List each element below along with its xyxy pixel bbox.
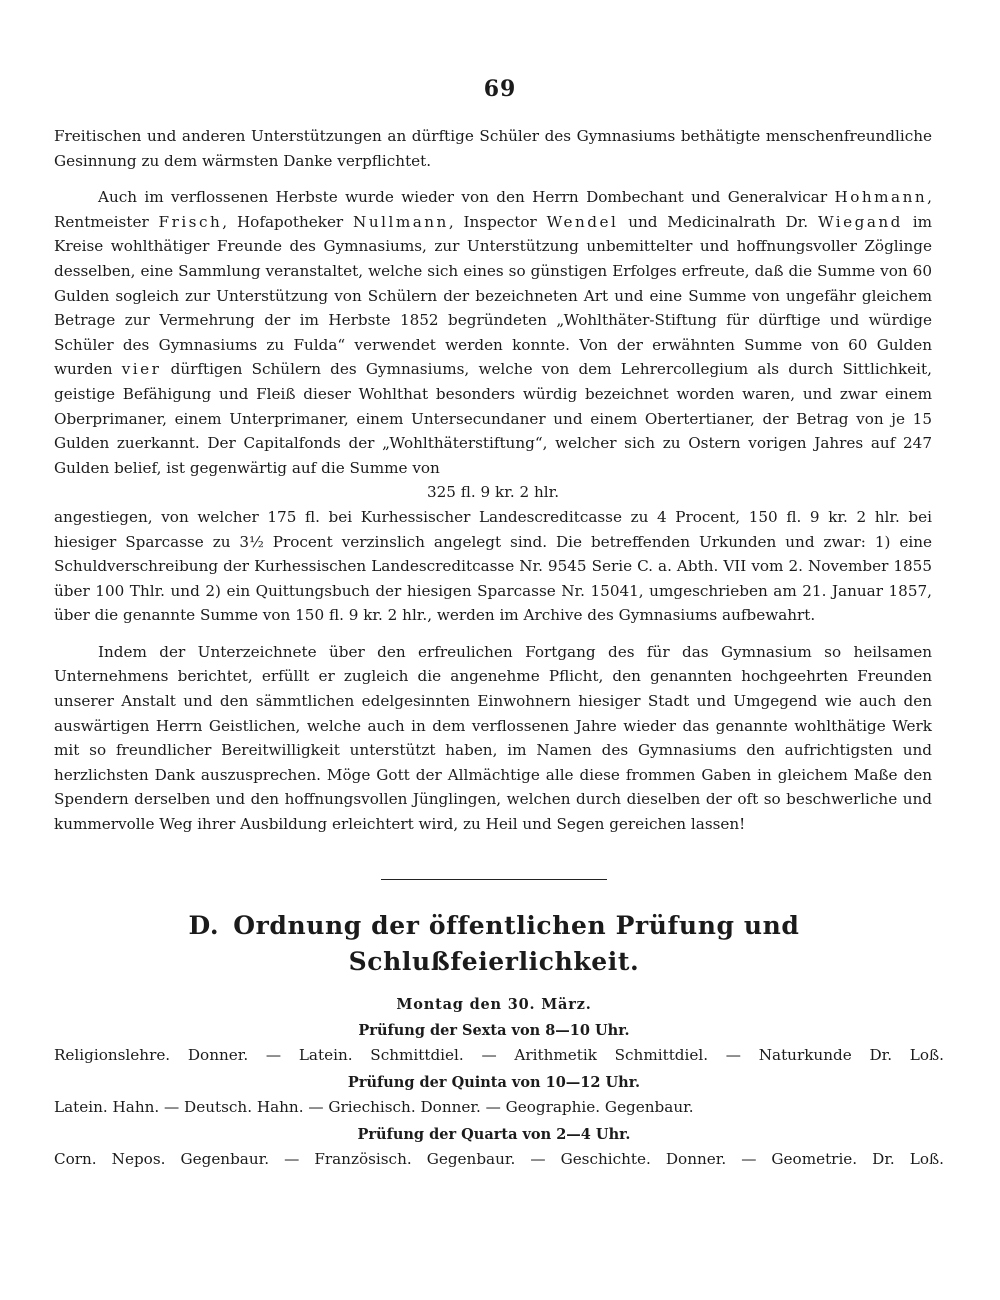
paragraph-1-line-2: Gesinnung zu dem wärmsten Danke verpflichtet. — [54, 151, 432, 170]
page-number: 69 — [483, 76, 517, 102]
name-hohmann: Hohmann — [834, 188, 928, 207]
exam-line-quinta: Latein. Hahn. — Deutsch. Hahn. — Griechisch. Donner. — Geographie. Gegenbaur. — [54, 1098, 694, 1116]
exam-day-heading: Montag den 30. März. — [396, 996, 592, 1013]
paragraph-2 — [54, 185, 932, 480]
paragraph-2-sep-2: , Hofapotheker — [222, 212, 354, 231]
exam-heading-sexta: Prüfung der Sexta von 8—10 Uhr. — [358, 1022, 630, 1039]
name-wendel: Wendel — [546, 212, 619, 231]
exam-heading-quarta: Prüfung der Quarta von 2—4 Uhr. — [357, 1126, 631, 1143]
paragraph-2-sep-4: und Medicinalrath Dr. — [618, 212, 818, 231]
paragraph-2-sep-1: , Rentmeister — [54, 188, 932, 231]
section-d-heading — [44, 908, 944, 980]
section-divider — [381, 879, 607, 880]
exam-line-sexta: Religionslehre. Donner. — Latein. Schmittdiel. — Arithmetik Schmittdiel. — Naturkunde Dr. Loß. — [54, 1046, 944, 1064]
exam-line-quarta: Corn. Nepos. Gegenbaur. — Französisch. Gegenbaur. — Geschichte. Donner. — Geometrie. Dr. Loß. — [54, 1150, 944, 1168]
sum-line: 325 fl. 9 kr. 2 hlr. — [426, 483, 560, 502]
paragraph-1-line-1: Freitischen und anderen Unterstützungen an dürftige Schüler des Gymnasiums bethätigte menschenfreundliche — [54, 127, 932, 145]
paragraph-1 — [54, 124, 932, 173]
paragraph-2-intro: Auch im verflossenen Herbste wurde wieder von den Herrn Dombechant und Generalvicar — [98, 188, 835, 207]
exam-heading-quinta: Prüfung der Quinta von 10—12 Uhr. — [347, 1074, 641, 1091]
paragraph-2-text-2: dürftigen Schülern des Gymnasiums, welche von dem Lehrercollegium als durch Sittlichkeit, geistige Befähigung und Fleiß dieser Wohlthat besonders würdig bezeichnet worden waren, und zwar einem Oberprimaner, einem Unterprimaner, einem Untersecundaner und einem Obertertianer, der Betrag von je 15 Gulden zuerkannt. Der Capitalfonds der „Wohlthäterstiftung“, welcher sich zu Ostern vorigen Jahres auf 247 Gulden belief, ist gegenwärtig auf die Summe von — [54, 360, 932, 477]
section-d-title: Ordnung der öffentlichen Prüfung und Schlußfeierlichkeit. — [233, 911, 800, 976]
name-wiegand: Wiegand — [817, 212, 903, 231]
paragraph-2-sep-3: , Inspector — [448, 212, 547, 231]
section-d — [44, 908, 944, 1172]
paragraph-2-continued: angestiegen, von welcher 175 fl. bei Kurhessischer Landescreditcasse zu 4 Procent, 150 fl. 9 kr. 2 hlr. bei hiesiger Sparcasse zu 3½ Procent verzinslich angelegt sind. Die betreffenden Urkunden und zwar: 1) eine Schuldverschreibung der Kurhessischen Landescreditcasse Nr. 9545 Serie C. a. Abth. VII vom 2. November 1855 über 100 Thlr. und 2) ein Quittungsbuch der hiesigen Sparcasse Nr. 15041, umgeschrieben am 21. Januar 1857, über die genannte Summe von 150 fl. 9 kr. 2 hlr., werden im Archive des Gymnasiums aufbewahrt. — [54, 507, 932, 625]
name-frisch: Frisch — [158, 212, 223, 231]
paragraph-3: Indem der Unterzeichnete über den erfreulichen Fortgang des für das Gymnasium so heilsamen Unternehmens berichtet, erfüllt er zugleich die angenehme Pflicht, den genannten hochgeehrten Freunden unserer Anstalt und den sämmtlichen edelgesinnten Einwohnern hiesiger Stadt und Umgegend wie auch den auswärtigen Herrn Geistlichen, welche auch in dem verflossenen Jahre wieder das genannte wohlthätige Werk mit so freundlicher Bereitwilligkeit unterstützt haben, im Namen des Gymnasiums den aufrichtigsten und herzlichsten Dank auszusprechen. Möge Gott der Allmächtige alle diese frommen Gaben in gleichem Maße den Spendern derselben und den hoffnungsvollen Jünglingen, welchen durch dieselben der oft so beschwerliche und kummervolle Weg ihrer Ausbildung erleichtert wird, zu Heil und Segen gereichen lassen! — [54, 642, 932, 834]
section-d-letter: D. — [188, 911, 220, 940]
name-nullmann: Nullmann — [353, 212, 449, 231]
body-text — [54, 124, 932, 837]
paragraph-2-text: im Kreise wohlthätiger Freunde des Gymnasiums, zur Unterstützung unbemittelter und hoffnungsvoller Zöglinge desselben, eine Sammlung veranstaltet, welche sich eines so günstigen Erfolges erfreute, daß die Summe von 60 Gulden sogleich zur Unterstützung von Schülern der bezeichneten Art und eine Summe von ungefähr gleichem Betrage zur Vermehrung der im Herbste 1852 begründeten „Wohlthäter-Stiftung für dürftige und würdige Schüler des Gymnasiums zu Fulda“ verwendet werden konnte. Von der erwähnten Summe von 60 Gulden wurden — [54, 212, 932, 379]
word-vier: vier — [121, 360, 162, 379]
